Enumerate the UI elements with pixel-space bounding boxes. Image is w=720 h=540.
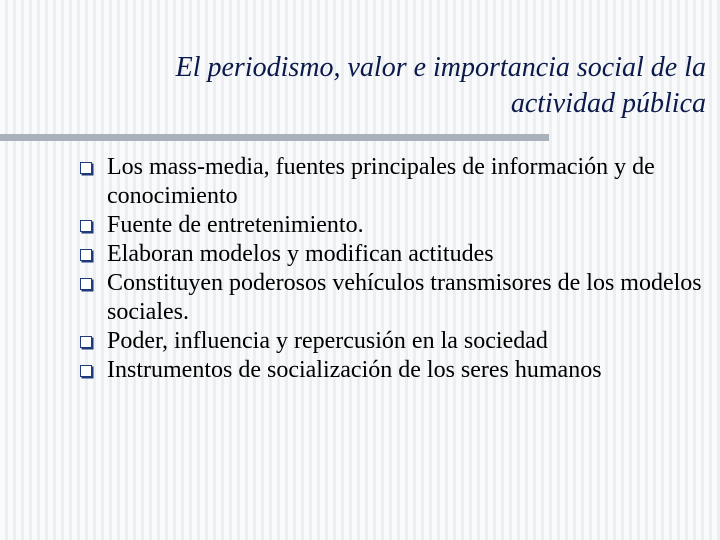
checkbox-square-icon [80, 162, 92, 174]
bullet-item [80, 153, 710, 211]
bullet-item [80, 269, 710, 327]
bullet-item [80, 211, 710, 240]
checkbox-square-icon [80, 278, 92, 290]
slide-title [80, 50, 706, 122]
checkbox-square-icon [80, 365, 92, 377]
bullet-text: Constituyen poderosos vehículos transmisores de los modelos sociales. [107, 270, 702, 325]
bullet-list [80, 153, 710, 385]
bullet-item [80, 240, 710, 269]
checkbox-square-icon [80, 249, 92, 261]
checkbox-square-icon [80, 220, 92, 232]
checkbox-square-icon [80, 336, 92, 348]
bullet-item [80, 327, 710, 356]
title-underline-rule [0, 134, 549, 141]
bullet-item [80, 356, 710, 385]
slide-title-line-2: actividad pública [510, 88, 706, 119]
bullet-text: Los mass-media, fuentes principales de información y de conocimiento [107, 154, 655, 209]
slide-title-line-1: El periodismo, valor e importancia social de la [175, 52, 706, 83]
bullet-text: Fuente de entretenimiento. [107, 212, 364, 238]
bullet-text: Instrumentos de socialización de los seres humanos [107, 357, 602, 383]
bullet-text: Poder, influencia y repercusión en la sociedad [107, 328, 548, 354]
bullet-text: Elaboran modelos y modifican actitudes [107, 241, 494, 267]
